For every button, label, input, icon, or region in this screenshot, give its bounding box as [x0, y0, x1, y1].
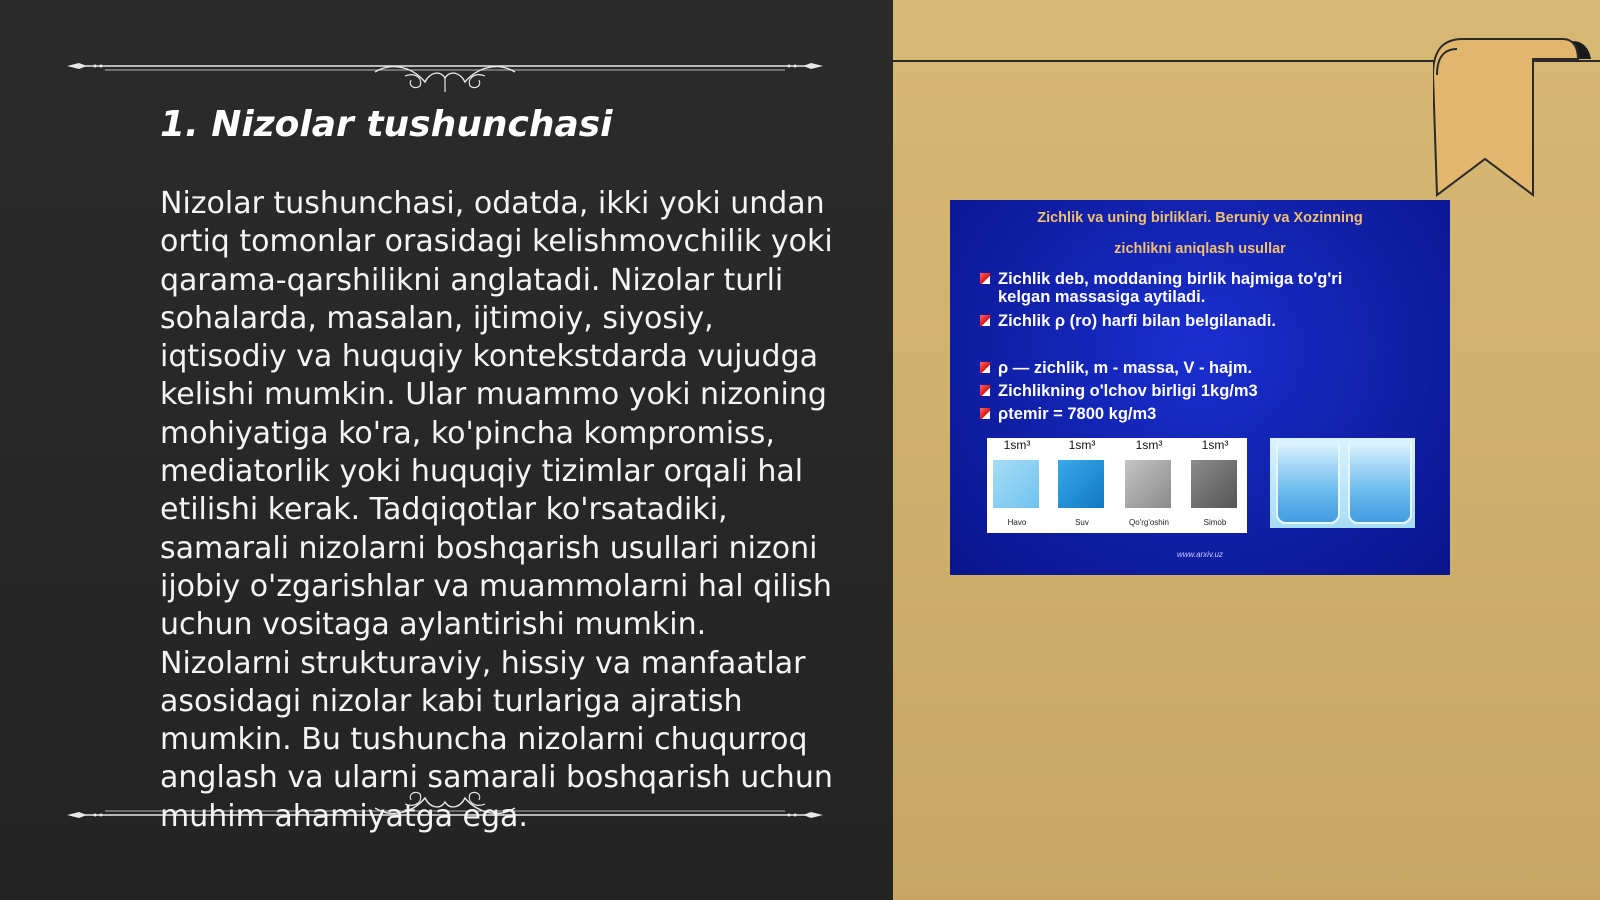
- beaker-icon: [1348, 442, 1412, 524]
- bullet-square-icon: [980, 273, 990, 284]
- embedded-bullet: Zichlik deb, moddaning birlik hajmiga to'g'ri kelgan massasiga aytiladi.: [980, 270, 1342, 306]
- top-ornament-divider: [65, 42, 825, 92]
- bullet-square-icon: [980, 408, 990, 419]
- slide-title: 1. Nizolar tushunchasi: [160, 104, 613, 145]
- cube-air-icon: [993, 460, 1039, 508]
- bullet-square-icon: [980, 362, 990, 373]
- cube-lead: 1sm³ Qo'rg'oshin: [1121, 446, 1177, 526]
- beakers-illustration: [1270, 438, 1415, 528]
- cube-lead-icon: [1125, 460, 1171, 508]
- cube-air: 1sm³ Havo: [989, 446, 1045, 526]
- bullet-square-icon: [980, 315, 990, 326]
- beaker-icon: [1276, 442, 1340, 524]
- embedded-bullet: ρtemir = 7800 kg/m3: [980, 405, 1156, 423]
- cube-water: 1sm³ Suv: [1054, 446, 1110, 526]
- embedded-density-slide-image: [950, 200, 1450, 575]
- slide-body-text: Nizolar tushunchasi, odatda, ikki yoki undan ortiq tomonlar orasidagi kelishmovchilik yoki qarama-qarshilikni anglatadi. Nizolar turli sohalarda, masalan, ijtimoiy, siyosiy, iqtisodiy va huquqiy kontekstdarda vujudga kelishi mumkin. Ular muammo yoki nizoning mohiyatiga ko'ra, ko'pincha kompromiss, mediatorlik yoki huquqiy tizimlar orqali hal etilishi kerak. Tadqiqotlar ko'rsatadiki, samarali nizolarni boshqarish usullari nizoni ijobiy o'zgarishlar va muammolarni hal qilish uchun vositaga aylantirishi mumkin. Nizolarni strukturaviy, hissiy va manfaatlar asosidagi nizolar kabi turlariga ajratish mumkin. Bu tushuncha nizolarni chuqurroq anglash va ularni samarali boshqarish uchun muhim ahamiyatga ega.: [160, 186, 833, 834]
- embedded-title-line1: Zichlik va uning birliklari. Beruniy va Xozinning: [1037, 210, 1363, 226]
- embedded-bullet: ρ — zichlik, m - massa, V - hajm.: [980, 359, 1252, 377]
- embedded-footer: www.arxiv.uz: [1176, 550, 1224, 559]
- embedded-title-line2: zichlikni aniqlash usullar: [1114, 241, 1286, 257]
- density-cubes-illustration: [987, 438, 1247, 533]
- bullet-square-icon: [980, 385, 990, 396]
- embedded-bullet: Zichlikning o'lchov birligi 1kg/m3: [980, 382, 1258, 400]
- cube-mercury-icon: [1191, 460, 1237, 508]
- embedded-bullet: Zichlik ρ (ro) harfi bilan belgilanadi.: [980, 312, 1276, 330]
- cube-water-icon: [1058, 460, 1104, 508]
- cube-mercury: 1sm³ Simob: [1187, 446, 1243, 526]
- bookmark-ribbon-icon: [1433, 35, 1593, 200]
